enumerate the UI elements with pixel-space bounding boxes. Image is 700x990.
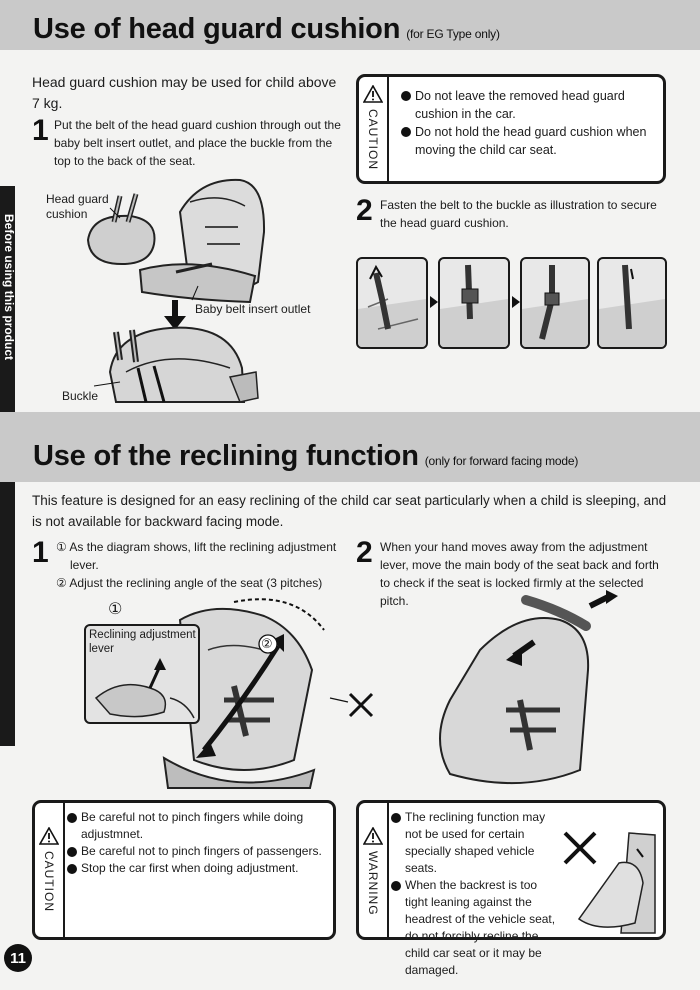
section1-step1-number: 1	[32, 114, 49, 147]
section2-caution-box	[32, 800, 336, 940]
arrow-right-icon	[512, 296, 520, 308]
section1-step2-number: 2	[356, 194, 373, 227]
warning-label: WARNING	[366, 851, 380, 916]
buckle-step-image	[358, 259, 426, 347]
forbidden-recline-image	[559, 823, 661, 935]
section2-step2-number: 2	[356, 536, 373, 569]
lever-inset	[84, 624, 200, 724]
buckle-step-frame-3	[520, 257, 590, 349]
buckle-step-frame-4	[597, 257, 667, 349]
callout-head-guard: Head guard cushion	[46, 192, 109, 221]
side-tab-label: Before using this product	[2, 214, 16, 361]
caution-item: Do not leave the removed head guard cushion in the car.	[401, 87, 657, 123]
buckle-step-frame-2	[438, 257, 510, 349]
section1-step2-text: Fasten the belt to the buckle as illustration to secure the head guard cushion.	[380, 198, 657, 230]
buckle-step-image	[522, 259, 588, 347]
step1-item: ① As the diagram shows, lift the reclining adjustment lever.	[56, 540, 337, 572]
section2-step1-items	[56, 538, 346, 592]
caution-side	[35, 803, 65, 937]
section2-step1-number: 1	[32, 536, 49, 569]
section2-warning-box	[356, 800, 666, 977]
section1-caution-box	[356, 74, 666, 184]
section1-subtitle: (for EG Type only)	[406, 27, 500, 41]
section2-caution-list	[67, 809, 331, 877]
buckle-step-frame-1	[356, 257, 428, 349]
warning-item: When the backrest is too tight leaning against the headrest of the vehicle seat, do not forcibly recline the child car seat or it may be damaged.	[391, 877, 561, 979]
head-guard-illustration	[80, 172, 350, 408]
page-number: 11	[4, 944, 32, 972]
section2-title	[33, 440, 578, 473]
lever-label: Reclining adjustment lever	[89, 629, 196, 655]
caution-item: Do not hold the head guard cushion when moving the child car seat.	[401, 123, 657, 159]
section2-intro: This feature is designed for an easy reclining of the child car seat particularly when a child is sleeping, and is not available for backward facing mode.	[32, 493, 667, 529]
callout-buckle: Buckle	[62, 389, 99, 403]
warning-triangle-icon	[363, 85, 383, 103]
warning-item: The reclining function may not be used for certain specially shaped vehicle seats.	[391, 809, 561, 877]
section2-step2-text: When your hand moves away from the adjustment lever, move the main body of the seat back and forth to check if the seat is locked firmly at the selected pitch.	[380, 540, 659, 608]
section1-intro: Head guard cushion may be used for child above 7 kg.	[32, 74, 337, 111]
section1-caution-list	[401, 87, 657, 159]
warning-triangle-icon	[363, 827, 383, 845]
caution-item: Stop the car first when doing adjustment.	[67, 860, 331, 877]
section2-warning-list	[391, 809, 561, 979]
callout-baby-belt: Baby belt insert outlet	[195, 302, 311, 316]
section2-subtitle: (only for forward facing mode)	[424, 454, 579, 468]
caution-item: Be careful not to pinch fingers while doing adjustmnet.	[67, 809, 331, 843]
section1-title	[33, 13, 500, 46]
caution-side	[359, 77, 389, 181]
check-lock-illustration	[410, 590, 680, 796]
warning-side	[359, 803, 389, 937]
buckle-step-image	[440, 259, 508, 347]
lever-hand-image	[90, 658, 198, 722]
caution-label: CAUTION	[42, 851, 56, 912]
buckle-step-image	[599, 259, 665, 347]
section1-title-text: Use of head guard cushion	[33, 13, 401, 45]
marker-2: ②	[261, 636, 273, 651]
section2-title-text: Use of the reclining function	[33, 440, 419, 472]
section1-step1-text: Put the belt of the head guard cushion through out the baby belt insert outlet, and place the buckle from the top to the back of the seat.	[54, 118, 341, 168]
marker-1: ①	[108, 601, 123, 618]
arrow-right-icon	[430, 296, 438, 308]
warning-triangle-icon	[39, 827, 59, 845]
step1-item: ② Adjust the reclining angle of the seat (3 pitches)	[56, 576, 323, 590]
caution-item: Be careful not to pinch fingers of passengers.	[67, 843, 331, 860]
caution-label: CAUTION	[366, 109, 380, 170]
